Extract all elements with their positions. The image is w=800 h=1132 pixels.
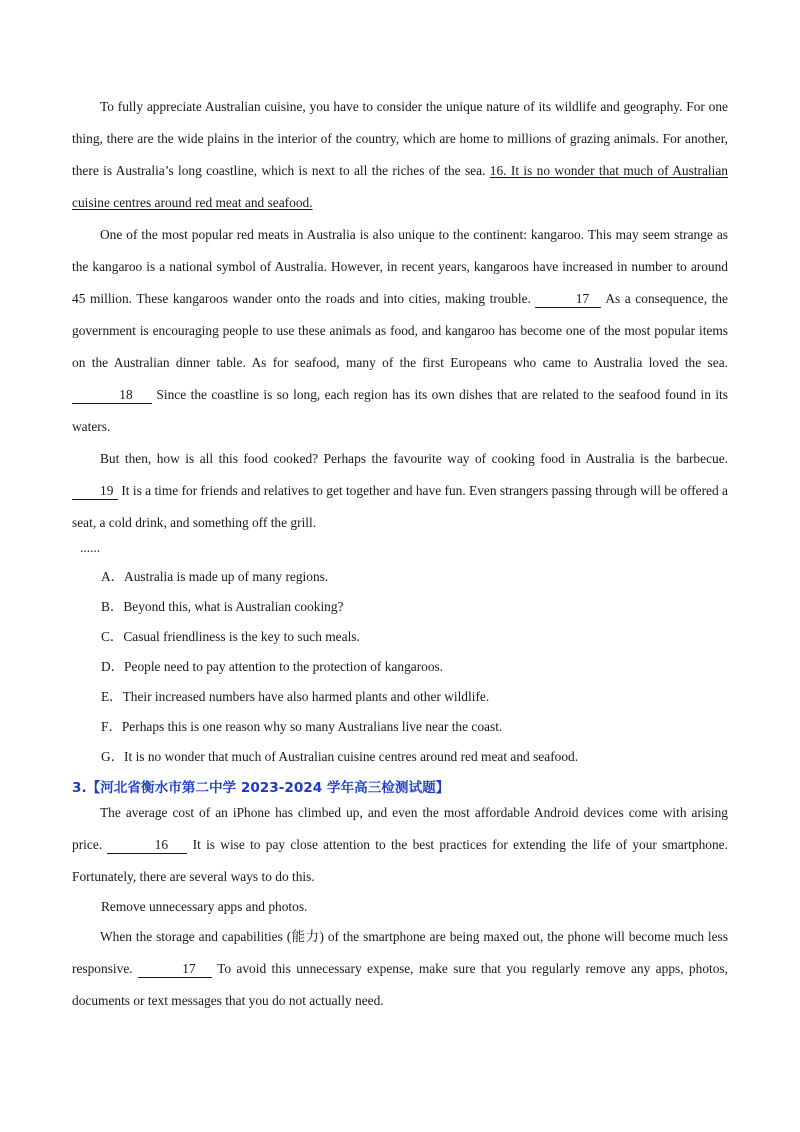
paragraph-text: One of the most popular red meats in Australia is also unique to the continent: kangaroo. This may seem strange as the kangaroo is a national symbol of Australia. However, in recent years, kangaroos have increased in number to around 45 million. These kangaroos wander onto the roads and into cities, making trouble. xyxy=(72,227,728,306)
option-e: E．Their increased numbers have also harmed plants and other wildlife. xyxy=(101,689,490,704)
section-3-paragraph-1 xyxy=(72,797,728,893)
section-3-paragraph-2 xyxy=(72,921,728,1017)
blank-17: 17 xyxy=(138,961,212,978)
blank-16: 16 xyxy=(107,837,187,854)
paragraph-text: When the storage and capabilities (能力) of the smartphone are being maxed out, the phone will become much less responsive. xyxy=(72,929,728,976)
paragraph-text: The average cost of an iPhone has climbed up, and even the most affordable Android devices come with arising price. xyxy=(72,805,728,852)
paragraph-text: Since the coastline is so long, each region has its own dishes that are related to the seafood found in its waters. xyxy=(72,387,728,434)
option-f: F．Perhaps this is one reason why so many Australians live near the coast. xyxy=(101,719,503,734)
passage-paragraph-1 xyxy=(72,91,728,219)
option-c: C．Casual friendliness is the key to such meals. xyxy=(101,629,360,644)
paragraph-text: To fully appreciate Australian cuisine, you have to consider the unique nature of its wildlife and geography. For one thing, there are the wide plains in the interior of the country, which are home to millions of grazing animals. For another, there is Australia’s long coastline, which is next to all the riches of the sea. xyxy=(72,99,728,178)
ellipsis: ...... xyxy=(80,540,101,555)
answer-16-underlined: 16. It is no wonder that much of Australian cuisine centres around red meat and seafood. xyxy=(72,163,728,210)
paragraph-text: It is wise to pay close attention to the best practices for extending the life of your smartphone. Fortunately, there are several ways to do this. xyxy=(72,837,728,884)
section-3-title: 3.【河北省衡水市第二中学 2023-2024 学年高三检测试题】 xyxy=(72,780,450,796)
option-a: A．Australia is made up of many regions. xyxy=(101,569,329,584)
blank-17: 17 xyxy=(535,291,601,308)
blank-18: 18 xyxy=(72,387,152,404)
passage-paragraph-2 xyxy=(72,219,728,443)
passage-paragraph-3 xyxy=(72,443,728,539)
option-g: G．It is no wonder that much of Australian cuisine centres around red meat and seafood. xyxy=(101,749,579,764)
paragraph-text: To avoid this unnecessary expense, make sure that you regularly remove any apps, photos, documents or text messages that you do not actually need. xyxy=(72,961,728,1008)
paragraph-text: But then, how is all this food cooked? Perhaps the favourite way of cooking food in Australia is the barbecue. xyxy=(100,451,728,466)
option-d: D．People need to pay attention to the protection of kangaroos. xyxy=(101,659,444,674)
paragraph-text: It is a time for friends and relatives to get together and have fun. Even strangers passing through will be offered a seat, a cold drink, and something off the grill. xyxy=(72,483,728,530)
section-3-heading: Remove unnecessary apps and photos. xyxy=(101,899,308,914)
paragraph-text: As a consequence, the government is encouraging people to use these animals as food, and kangaroo has become one of the most popular items on the Australian dinner table. As for seafood, many of the first Europeans who came to Australia loved the sea. xyxy=(72,291,728,370)
blank-19: 19 xyxy=(72,483,118,500)
option-b: B．Beyond this, what is Australian cooking? xyxy=(101,599,344,614)
